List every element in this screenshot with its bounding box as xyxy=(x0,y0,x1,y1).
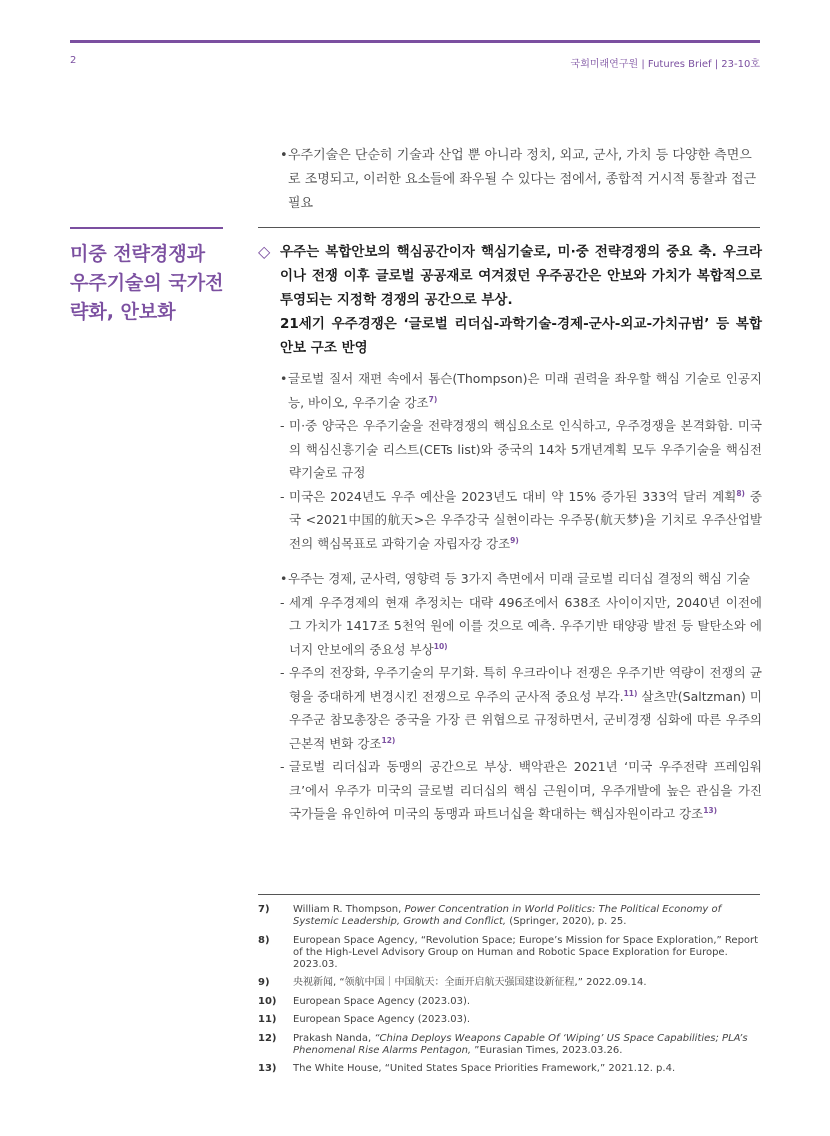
footnote-text: ”Eurasian Times, 2023.03.26. xyxy=(471,1044,623,1056)
bullet-text: 우주는 경제, 군사력, 영향력 등 3가지 측면에서 미래 글로벌 리더십 결정의 핵심 기술 xyxy=(288,571,751,586)
sub-text: 미·중 양국은 우주기술을 전략경쟁의 핵심요소로 인식하고, 우주경쟁을 본격화함. 미국의 핵심신흥기술 리스트(CETs list)와 중국의 14차 5개년계획 모두 우주기술을 핵심전략기술로 규정 xyxy=(289,418,762,480)
sub-text: 세계 우주경제의 현재 추정치는 대략 496조에서 638조 사이이지만, 2040년 이전에 그 가치가 1417조 5천억 원에 이를 것으로 예측. 우주기반 태양광 발전 등 탈탄소와 에너지 안보에의 중요성 부상 xyxy=(289,594,762,657)
footnote-text: Prakash Nanda, xyxy=(293,1032,375,1044)
footnote-ref[interactable]: 12) xyxy=(381,735,396,745)
sub-text: 글로벌 리더십과 동맹의 공간으로 부상. 백악관은 2021년 ‘미국 우주전략 프레임워크’에서 우주가 미국의 글로벌 리더십의 핵심 근원이며, 우주개발에 높은 관심을 가진 국가들을 유인하여 미국의 동맹과 파트너십을 확대하는 핵심자원이라고 강조 xyxy=(289,759,762,821)
footnote xyxy=(258,904,762,928)
sub-item xyxy=(280,755,762,826)
footnote xyxy=(258,1033,762,1057)
footnote xyxy=(258,1063,762,1075)
bullet-marker: • xyxy=(280,148,288,163)
heading-text: 우주는 복합안보의 핵심공간이자 핵심기술로, 미·중 전략경쟁의 중요 축. 우크라이나 전쟁 이후 글로벌 공공재로 여겨졌던 우주공간은 안보와 가치가 복합적으로 투영되는 지정학 경쟁의 공간으로 부상. xyxy=(280,244,762,308)
footnote-text: European Space Agency, “Revolution Space; Europe’s Mission for Space Exploration,” Report of the High-Level Advisory Group on Human and Robotic Space Exploration for Europe. 2023.03. xyxy=(293,934,759,970)
section-side-title: 미중 전략경쟁과 우주기술의 국가전략화, 안보화 xyxy=(70,243,224,323)
footnote-ref[interactable]: 7) xyxy=(428,394,438,404)
footnote xyxy=(258,996,762,1008)
footnote-text: European Space Agency (2023.03). xyxy=(293,995,471,1007)
footnote-text: William R. Thompson, xyxy=(293,904,405,915)
running-head: 국회미래연구원 | Futures Brief | 23-10호 xyxy=(570,59,760,70)
footnote-number: 9) xyxy=(258,977,270,988)
sub-item xyxy=(280,414,762,485)
section-rule xyxy=(258,227,760,228)
footnote-rule xyxy=(258,894,760,895)
header-rule xyxy=(70,40,760,43)
footnote-number: 7) xyxy=(258,904,270,915)
footnote-ref[interactable]: 13) xyxy=(703,806,718,815)
sub-text: 우주의 전장화, 우주기술의 무기화. 특히 우크라이나 전쟁은 우주기반 역량이 전쟁의 균형을 중대하게 변경시킨 전쟁으로 우주의 군사적 중요성 부각. xyxy=(289,665,762,704)
footnote-text: (Springer, 2020), p. 25. xyxy=(506,916,627,927)
footnote-title: Power Concentration in World Politics: The Political Economy of Systemic Leadership, Growth and Conflict, xyxy=(293,904,722,927)
sub-item xyxy=(280,591,762,662)
footnote-title: “China Deploys Weapons Capable Of ‘Wiping’ US Space Capabilities; PLA’s Phenomenal Rise Alarms Pentagon, xyxy=(293,1032,748,1056)
section-heading xyxy=(258,240,762,360)
intro-bullet xyxy=(280,144,762,216)
dash-marker: - xyxy=(280,418,285,433)
intro-bullet-text: 우주기술은 단순히 기술과 산업 뿐 아니라 정치, 외교, 군사, 가치 등 다양한 측면으로 조명되고, 이러한 요소들에 좌우될 수 있다는 점에서, 종합적 거시적 통찰과 접근 필요 xyxy=(288,148,757,211)
footnote xyxy=(258,935,762,971)
diamond-icon: ◇ xyxy=(258,242,271,261)
heading-text-2: 21세기 우주경쟁은 ‘글로벌 리더십-과학기술-경제-군사-외교-가치규범’ 등 복합안보 구조 반영 xyxy=(280,316,762,356)
body-content xyxy=(280,367,762,826)
footnote-text: The White House, “United States Space Priorities Framework,” 2021.12. p.4. xyxy=(293,1063,676,1074)
sub-text: 미국은 2024년도 우주 예산을 2023년도 대비 약 15% 증가된 333억 달러 계획 xyxy=(289,488,737,504)
bullet-marker: • xyxy=(280,571,288,586)
sub-text: 중국 <2021中国的航天>은 우주강국 실현이라는 우주몽(航天梦)을 기치로 우주산업발전의 핵심목표로 과학기술 자립자강 강조 xyxy=(289,488,762,551)
intro-block xyxy=(280,144,762,216)
footnote-number: 8) xyxy=(258,934,270,946)
sub-item xyxy=(280,485,762,556)
sub-text: 살츠만(Saltzman) 미 우주군 참모총장은 중국을 가장 큰 위협으로 규정하면서, 군비경쟁 심화에 따른 우주의 근본적 변화 강조 xyxy=(289,688,762,751)
footnote-ref[interactable]: 11) xyxy=(623,688,638,698)
footnote-number: 13) xyxy=(258,1063,277,1074)
footnote-text: European Space Agency (2023.03). xyxy=(293,1014,471,1025)
dash-marker: - xyxy=(280,488,285,504)
footnote-number: 12) xyxy=(258,1032,277,1044)
bullet-marker: • xyxy=(280,371,288,386)
dash-marker: - xyxy=(280,759,285,774)
sub-item xyxy=(280,661,762,755)
footnote-ref[interactable]: 10) xyxy=(433,641,448,651)
footnotes xyxy=(258,904,762,1082)
footnote xyxy=(258,1014,762,1026)
footnote-number: 10) xyxy=(258,995,277,1007)
footnote-number: 11) xyxy=(258,1014,277,1025)
bullet-item xyxy=(280,567,762,591)
footnote-text: 央视新闻, “领航中国｜中国航天：全面开启航天强国建设新征程,” 2022.09.14. xyxy=(293,977,647,988)
bullet-item xyxy=(280,367,762,414)
bullet-text: 글로벌 질서 재편 속에서 톰슨(Thompson)은 미래 권력을 좌우할 핵심 기술로 인공지능, 바이오, 우주기술 강조 xyxy=(288,371,762,410)
dash-marker: - xyxy=(280,665,285,680)
footnote xyxy=(258,977,762,989)
footnote-ref[interactable]: 8) xyxy=(736,488,745,498)
footnote-ref[interactable]: 9) xyxy=(510,535,519,545)
side-title-rule xyxy=(70,227,223,229)
dash-marker: - xyxy=(280,594,285,610)
page-number: 2 xyxy=(70,55,77,66)
